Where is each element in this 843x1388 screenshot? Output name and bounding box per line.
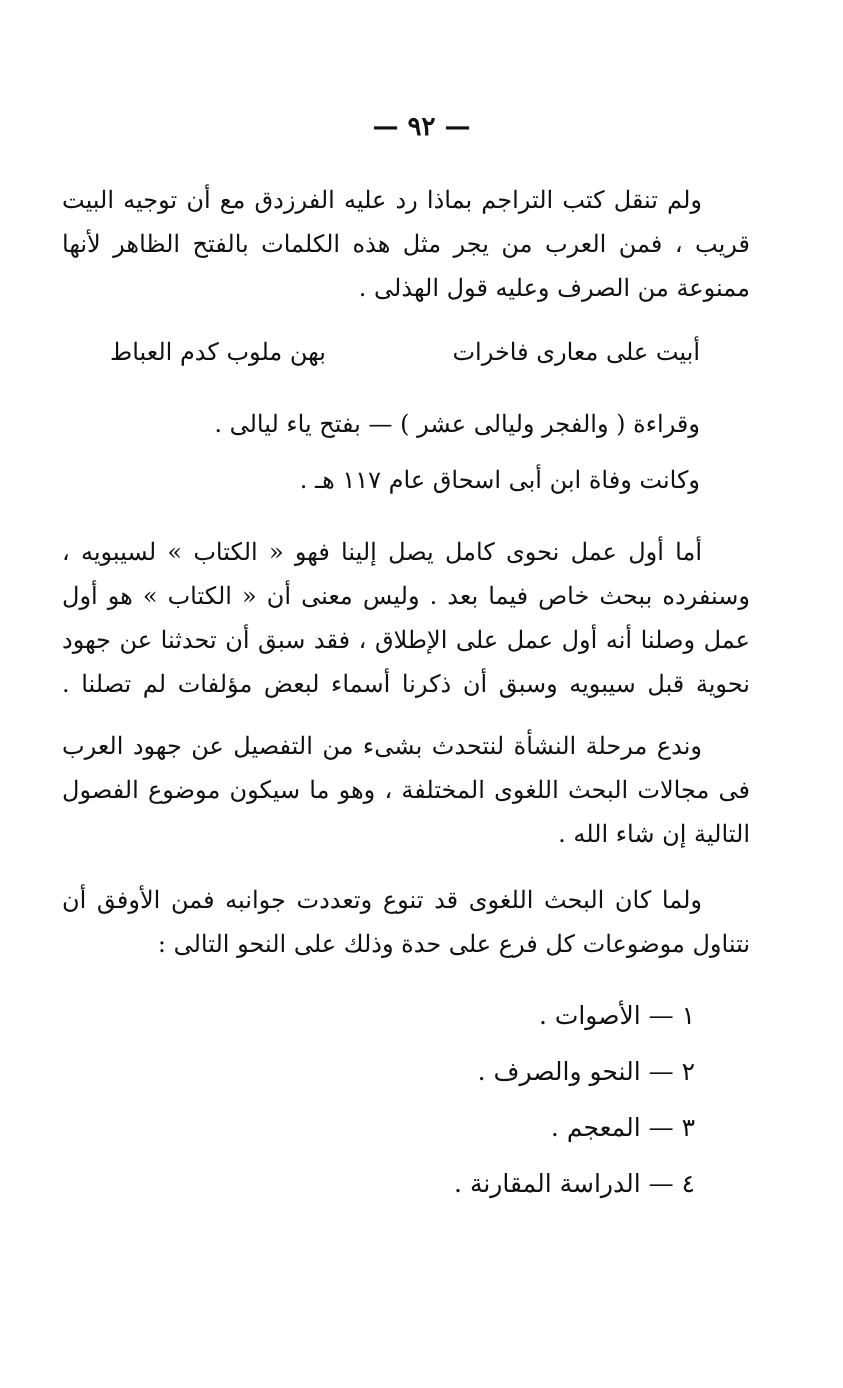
list-item: ٢ — النحو والصرف .	[477, 1057, 695, 1086]
text-line: قريب ، فمن العرب من يجر مثل هذه الكلمات بالفتح الظاهر لأنها	[62, 230, 750, 258]
text-line: نتناول موضوعات كل فرع على حدة وذلك على النحو التالى :	[157, 930, 750, 958]
list-item: ٤ — الدراسة المقارنة .	[454, 1169, 695, 1198]
death-note: وكانت وفاة ابن أبى اسحاق عام ١١٧ هـ .	[299, 466, 700, 494]
poetry-verse	[110, 330, 700, 374]
reading-note: وقراءة ( والفجر وليالى عشر ) — بفتح ياء ليالى .	[214, 410, 700, 438]
list-item: ٣ — المعجم .	[550, 1113, 695, 1142]
text-line: ممنوعة من الصرف وعليه قول الهذلى .	[358, 274, 750, 302]
paragraph-topics-intro	[62, 878, 750, 966]
text-line: ولم تنقل كتب التراجم بماذا رد عليه الفرزدق مع أن توجيه البيت	[62, 186, 702, 214]
page-number: — ٩٢ —	[372, 112, 471, 142]
text-line: التالية إن شاء الله .	[558, 820, 750, 848]
verse-first-hemistich: أبيت على معارى فاخرات	[452, 338, 700, 366]
list-item: ١ — الأصوات .	[538, 1001, 695, 1030]
topics-list	[454, 988, 695, 1212]
text-line: وسنفرده ببحث خاص فيما بعد . وليس معنى أن « الكتاب » هو أول	[62, 582, 750, 610]
paragraph-sibawayh	[62, 530, 750, 706]
verse-second-hemistich: بهن ملوب كدم العباط	[110, 338, 326, 366]
paragraph-arab-efforts	[62, 724, 750, 856]
text-line: فى مجالات البحث اللغوى المختلفة ، وهو ما سيكون موضوع الفصول	[62, 776, 750, 804]
paragraph-farazdaq	[62, 178, 750, 310]
text-line: ولما كان البحث اللغوى قد تنوع وتعددت جوانبه فمن الأوفق أن	[62, 886, 702, 914]
text-line: عمل وصلنا أنه أول عمل على الإطلاق ، فقد سبق أن تحدثنا عن جهود	[62, 626, 750, 654]
text-line: نحوية قبل سيبويه وسبق أن ذكرنا أسماء لبعض مؤلفات لم تصلنا .	[62, 670, 750, 698]
text-line: أما أول عمل نحوى كامل يصل إلينا فهو « الكتاب » لسيبويه ،	[62, 538, 702, 566]
text-line: وندع مرحلة النشأة لنتحدث بشىء من التفصيل عن جهود العرب	[62, 732, 702, 760]
